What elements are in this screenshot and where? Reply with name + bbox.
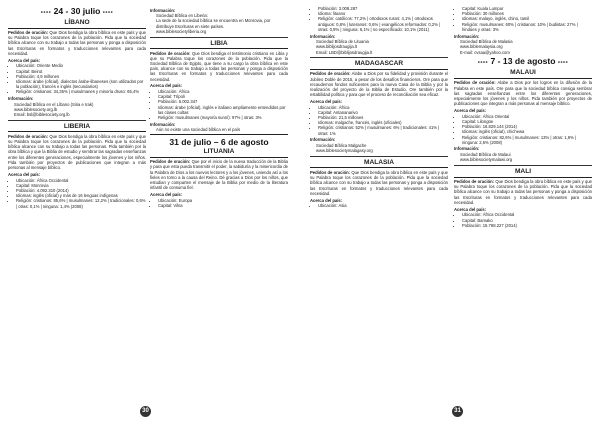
about-country-title: Acerca del país: [150, 83, 183, 89]
prayer-requests [8, 30, 146, 56]
column-4 [454, 6, 592, 229]
fact-item: • Población: 21,5 millones [318, 115, 448, 120]
prayer-text: Alabe a Dios por su fidelidad y provisión durante el Jubileo Doble de 2015, a pesar de los desafíos financieros. Ore para que recaudemos fondos suficientes para la nueva Casa de la Biblia y por la realización del proyecto de la Biblia de Estudio. Ore también por la estabilidad política y para que el proceso de reconciliación sea eficaz. [310, 71, 448, 98]
country-title-mali: MALI [454, 168, 592, 178]
week-date-label: 7 - 13 de agosto [490, 56, 556, 67]
divider [310, 156, 448, 157]
divider [150, 134, 288, 135]
decorative-dots: •••• [102, 10, 114, 16]
fact-item: • Religión: cristianos: 52% | musulmanes: 6% | tradicionales: 41% | otras: 1% [318, 125, 448, 135]
country-facts [8, 63, 146, 94]
fact-item: • Población: 15.768.227 (2014) [462, 223, 592, 228]
prayer-requests [454, 179, 592, 205]
info-title: Información: [8, 96, 34, 102]
prayer-requests [310, 71, 448, 97]
prayer-label: Pedidos de oración: [454, 179, 495, 185]
divider [150, 37, 288, 38]
fact-item: • Capital: Antananarivo [318, 110, 448, 115]
about-country-title: Acerca del país: [8, 171, 41, 177]
about-country-title: Acerca del país: [150, 192, 183, 198]
fact-item: • Ubicación: África Oriental [462, 114, 592, 119]
page-number: 30 [140, 406, 151, 417]
country-title-libano: LÍBANO [8, 19, 146, 29]
fact-item: • Ubicación: África Occidental [16, 178, 146, 183]
prayer-label: Pedidos de oración: [150, 50, 191, 56]
about-country-title: Acerca del país: [8, 57, 41, 63]
country-title-malaui: MALAUI [454, 69, 592, 79]
fact-item: • Ubicación: Asia [318, 203, 448, 208]
page-number: 31 [452, 406, 463, 417]
divider [454, 165, 592, 166]
fact-item: • Idiomas: inglés (oficial), chichewa [462, 129, 592, 134]
country-title-liberia: LIBERIA [8, 123, 146, 133]
prayer-requests [150, 51, 288, 82]
fact-item: • Capital: Vilna [158, 203, 288, 208]
info-block: Sociedad Bíblica de Lituania www.biblijosdraugija.lt Email: LBD@biblijosdraugija.lt [316, 39, 373, 55]
about-country-title: Acerca del país: [310, 98, 343, 104]
week-date-header [8, 6, 146, 18]
prayer-text: Que Dios bendiga la obra bíblica en este país y que su Palabra toque los corazones de la población. Pida que la sociedad bíblica alcance con su trabajo a todas las personas y ponga a disposición las Escrituras en formatos y traducciones relevantes para cada necesidad. [8, 30, 146, 56]
prayer-label: Pedidos de oración: [150, 159, 191, 165]
country-title-lituania: LITUANIA [150, 148, 288, 158]
country-facts [454, 6, 592, 32]
fact-item: • Población: 6.002.347 [158, 99, 288, 104]
column-2 [150, 6, 288, 210]
fact-item: • Religión: musulmanes (mayoría sunní): 97% | otras: 3% [158, 115, 288, 120]
info-title: Información: [150, 121, 176, 127]
divider [8, 120, 146, 121]
fact-item: • Población: 4,9 millones [16, 74, 146, 79]
info-block: Aún no existe una sociedad bíblica en el país [156, 127, 241, 133]
fact-item: • Idiomas: malgache, francés, inglés (oficiales) [318, 120, 448, 125]
country-facts [310, 6, 448, 32]
country-facts [310, 105, 448, 136]
prayer-label: Pedidos de oración: [310, 71, 351, 77]
decorative-dots: •••• [477, 60, 489, 67]
prayer-text: Que Dios bendiga la obra bíblica en este país y que su Palabra toque los corazones de la población. Pida que la sociedad bíblica alcance con su trabajo a todas las personas y ponga a disposición las Escrituras en formatos y traducciones relevantes para cada necesidad. [454, 179, 592, 205]
about-country-title: Acerca del país: [454, 108, 487, 114]
prayer-requests [454, 80, 592, 106]
fact-item: • Población: 3.008.287 [318, 6, 448, 11]
fact-item: • Religión: católicos: 77,2% | ortodoxos rusos: 4,1% | ortodoxos antiguos: 0,8% | luteranos: 0,6% | evangélicos reformados: 0,2% | otras: 0,8% | ninguna: 6,1% | no especificado: 10,1% (2011) [318, 16, 448, 32]
info-title: Información: [310, 137, 336, 143]
info-title: Información: [454, 33, 480, 39]
prayer-label: Pedidos de oración: [310, 169, 351, 175]
decorative-dots: •••• [557, 60, 569, 67]
prayer-requests [150, 159, 288, 190]
fact-item: • Capital: Beirut [16, 69, 146, 74]
prayer-label: Pedidos de oración: [8, 133, 49, 139]
week-date-header: 31 de julio – 6 de agosto [169, 137, 269, 148]
week-date-label: 24 - 30 julio [53, 6, 101, 16]
prayer-requests [8, 134, 146, 170]
prayer-text: Que Dios bendiga la obra bíblica en este país y que su Palabra toque los corazones de la población. Pida que la sociedad bíblica alcance con su trabajo a todas las personas y ponga a disposición las Escrituras en formatos y traducciones relevantes para cada necesidad. [310, 169, 448, 196]
about-country-title: Acerca del país: [310, 197, 343, 203]
fact-item: • Capital: Bamako [462, 218, 592, 223]
fact-item: • Ubicación: Oriente Medio [16, 63, 146, 68]
fact-item: • Idioma: lituano [318, 11, 448, 16]
prayer-label: Pedidos de oración: [8, 30, 49, 35]
info-block: Sociedad Bíblica en Liberia: La sede de la sociedad bíblica se encuentra en Monrovia, por distribuye Escrituras en siete países. www.biblesocietyliberia.org [156, 13, 271, 34]
fact-item: • Ubicación: Europa [158, 198, 288, 203]
info-title: Información: [150, 7, 176, 13]
country-facts [310, 203, 448, 208]
fact-item: • Capital: Lilongüe [462, 119, 592, 124]
fact-item: • Capital: Trípoli [158, 94, 288, 99]
prayer-text: Que Dios bendiga el testimonio cristiano en Libia y que su Palabra toque los corazones de la población. Pida que la Sociedad Bíblica de Egipto, que tiene a su cargo la obra bíblica en este país, alcance con su trabajo a todas las personas y ponga a disposición las Escrituras en formatos y traducciones relevantes para cada necesidad. [150, 50, 288, 82]
info-block: Sociedad Bíblica de Malaui www.biblesocietymalawi.org [460, 152, 513, 163]
country-title-libia: LIBIA [150, 40, 288, 50]
fact-item: • Idiomas: árabe (oficial), inglés e italiano ampliamente entendidos por las clases cultas [158, 105, 288, 115]
fact-item: • Capital: Kuala Lumpur [462, 6, 592, 11]
fact-item: • Capital: Monrovia [16, 183, 146, 188]
fact-item: • Idiomas: árabe (oficial), dialectos árabe-libaneses (son utilizados por la población), francés e inglés (secundarios) [16, 79, 146, 89]
fact-item: • Religión: cristianos: 34,35% | musulmanes y minoría druso: 65,4% [16, 89, 146, 94]
country-facts [8, 178, 146, 209]
country-title-malasia: MALASIA [310, 159, 448, 169]
prayer-text: Que por el inicio de la nueva traducción de la Biblia y para que esta pueda transmitir el poder, la sabiduría y la misericordia de la Palabra de Dios a los nuevos lectores y a los jóvenes, uniendo así a los fieles en torno a la causa del Reino. Dé gracias a Dios por los niños, que estudian y comparten el mensaje de la Biblia por medio de la literatura infantil de consuma fiel. [150, 159, 288, 191]
prayer-text: Que Dios bendiga la obra bíblica en este país y que su Palabra toque los corazones de la población. Pida que la sociedad bíblica alcance con su trabajo a todas las personas. Pida también por la obra bíblica y que la Biblia de estudio y sembrar las sagradas enseñanzas entre los diferentes generaciones, especialmente los jóvenes y los niños. Pida también por proyectos de publicaciones que integran a más personas al mensaje bíblico. [8, 133, 146, 171]
prayer-text: Alabe a Dios por los logros en la difusión de la Palabra en este país. Ore para que la sociedad bíblica consiga sembrar las sagradas enseñanzas entre los diferentes generaciones, especialmente los jóvenes y los niños. Pida también por proyectos de publicaciones que integran a más personas al mensaje bíblico. [454, 80, 592, 107]
fact-item: • Ubicación: África [158, 89, 288, 94]
fact-item: • Idiomas: malayo, inglés, chino, tamil [462, 16, 592, 21]
fact-item: • Ubicación: África Occidental [462, 212, 592, 217]
fact-item: • Ubicación: África [318, 105, 448, 110]
country-facts [454, 212, 592, 228]
week-date-header [454, 56, 592, 68]
fact-item: • Religión: musulmanes: 60% | cristianos: 10% | budistas: 27% | hindúes y otras: 3% [462, 22, 592, 32]
prayer-label: Pedidos de oración: [454, 80, 496, 86]
fact-item: • Religión: cristianos: 82,6% | musulmanes: 13% | otras: 1,9% | ninguna: 2,5% (2008) [462, 135, 592, 145]
info-block: Sociedad Bíblica Malgache www.biblesocietymalagasy.org [316, 143, 373, 154]
about-country-title: Acerca del país: [454, 206, 487, 212]
fact-item: • Población: 30 millones [462, 11, 592, 16]
prayer-requests [310, 170, 448, 196]
column-1 [8, 6, 146, 210]
info-title: Información: [310, 33, 336, 39]
fact-item: • Religión: cristianos: 85,6% | musulmanes: 12,2% | tradicionales: 0,6% | otras: 0,1% | ninguna: 1,4% (2008) [16, 198, 146, 208]
divider [310, 57, 448, 58]
fact-item: • Idiomas: inglés (oficial) y más de 16 lenguas indígenas [16, 193, 146, 198]
column-3 [310, 6, 448, 210]
info-block: Sociedad Bíblica de Malasia www.biblemalaysia.org E-mail: cvsaa@yahoo.com [460, 39, 513, 55]
country-facts [454, 114, 592, 145]
country-facts [150, 198, 288, 208]
fact-item: • Población: 16.829.144 (2014) [462, 124, 592, 129]
country-facts [150, 89, 288, 120]
fact-item: • Población: 4.092.310 (2014) [16, 188, 146, 193]
info-title: Información: [454, 146, 480, 152]
info-block: Sociedad Bíblica en el Líbano (Siria e Irak) www.biblesociety.org.lb Email: bsl@biblesociety.org.lb [14, 101, 94, 118]
decorative-dots: •••• [40, 10, 52, 16]
country-title-madagascar: MADAGASCAR [310, 60, 448, 70]
